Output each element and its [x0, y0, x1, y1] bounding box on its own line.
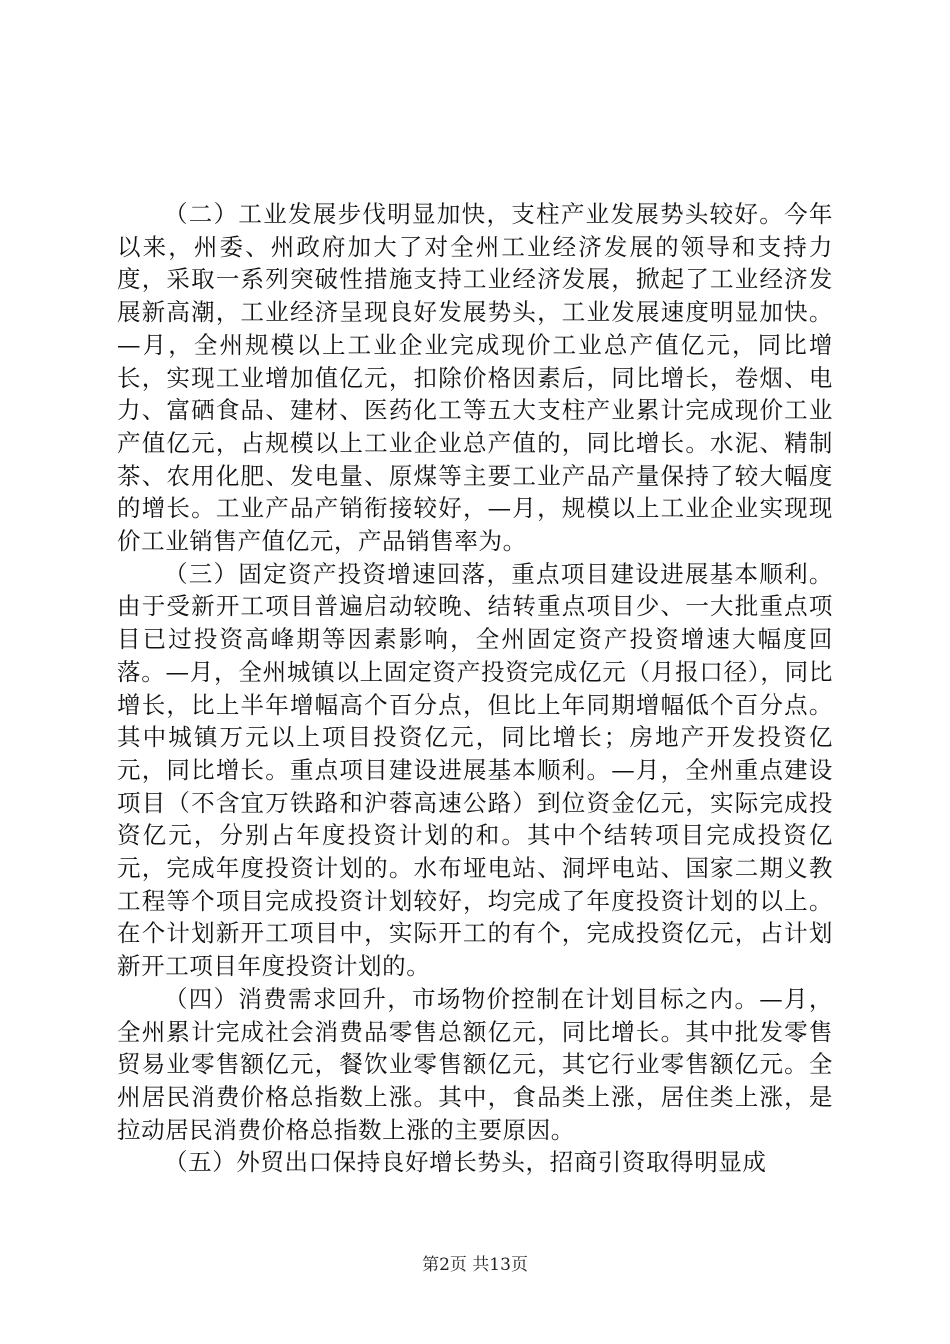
footer-mid: 页 共	[449, 1255, 490, 1275]
paragraph-consumption: （四）消费需求回升，市场物价控制在计划目标之内。—月，全州累计完成社会消费品零售总额亿元，同比增长。其中批发零售贸易业零售额亿元，餐饮业零售额亿元，其它行业零售额亿元。全州居民消费价格总指数上涨。其中，食品类上涨，居住类上涨，是拉动居民消费价格总指数上涨的主要原因。	[117, 984, 833, 1144]
body-text	[117, 198, 833, 1179]
footer-suffix: 页	[510, 1255, 528, 1275]
paragraph-fixed-assets: （三）固定资产投资增速回落，重点项目建设进展基本顺利。由于受新开工项目普遍启动较晚、结转重点项目少、一大批重点项目已过投资高峰期等因素影响，全州固定资产投资增速大幅度回落。—月，全州城镇以上固定资产投资完成亿元（月报口径），同比增长，比上半年增幅高个百分点，但比上年同期增幅低个百分点。其中城镇万元以上项目投资亿元，同比增长；房地产开发投资亿元，同比增长。重点项目建设进展基本顺利。—月，全州重点建设项目（不含宜万铁路和沪蓉高速公路）到位资金亿元，实际完成投资亿元，分别占年度投资计划的和。其中个结转项目完成投资亿元，完成年度投资计划的。水布垭电站、洞坪电站、国家二期义教工程等个项目完成投资计划较好，均完成了年度投资计划的以上。在个计划新开工项目中，实际开工的有个，完成投资亿元，占计划新开工项目年度投资计划的。	[117, 559, 833, 981]
footer-page-current: 2	[439, 1255, 450, 1275]
paragraph-foreign-trade: （五）外贸出口保持良好增长势头，招商引资取得明显成	[164, 1148, 767, 1177]
footer-prefix: 第	[422, 1255, 440, 1275]
page-footer	[0, 1254, 950, 1276]
footer-page-total: 13	[489, 1255, 511, 1275]
paragraph-industry: （二）工业发展步伐明显加快，支柱产业发展势头较好。今年以来，州委、州政府加大了对全州工业经济发展的领导和支持力度，采取一系列突破性措施支持工业经济发展，掀起了工业经济发展新高潮，工业经济呈现良好发展势头，工业发展速度明显加快。—月，全州规模以上工业企业完成现价工业总产值亿元，同比增长，实现工业增加值亿元，扣除价格因素后，同比增长，卷烟、电力、富硒食品、建材、医药化工等五大支柱产业累计完成现价工业产值亿元，占规模以上工业企业总产值的，同比增长。水泥、精制茶、农用化肥、发电量、原煤等主要工业产品产量保持了较大幅度的增长。工业产品产销衔接较好，—月，规模以上工业企业实现现价工业销售产值亿元，产品销售率为。	[117, 200, 833, 556]
